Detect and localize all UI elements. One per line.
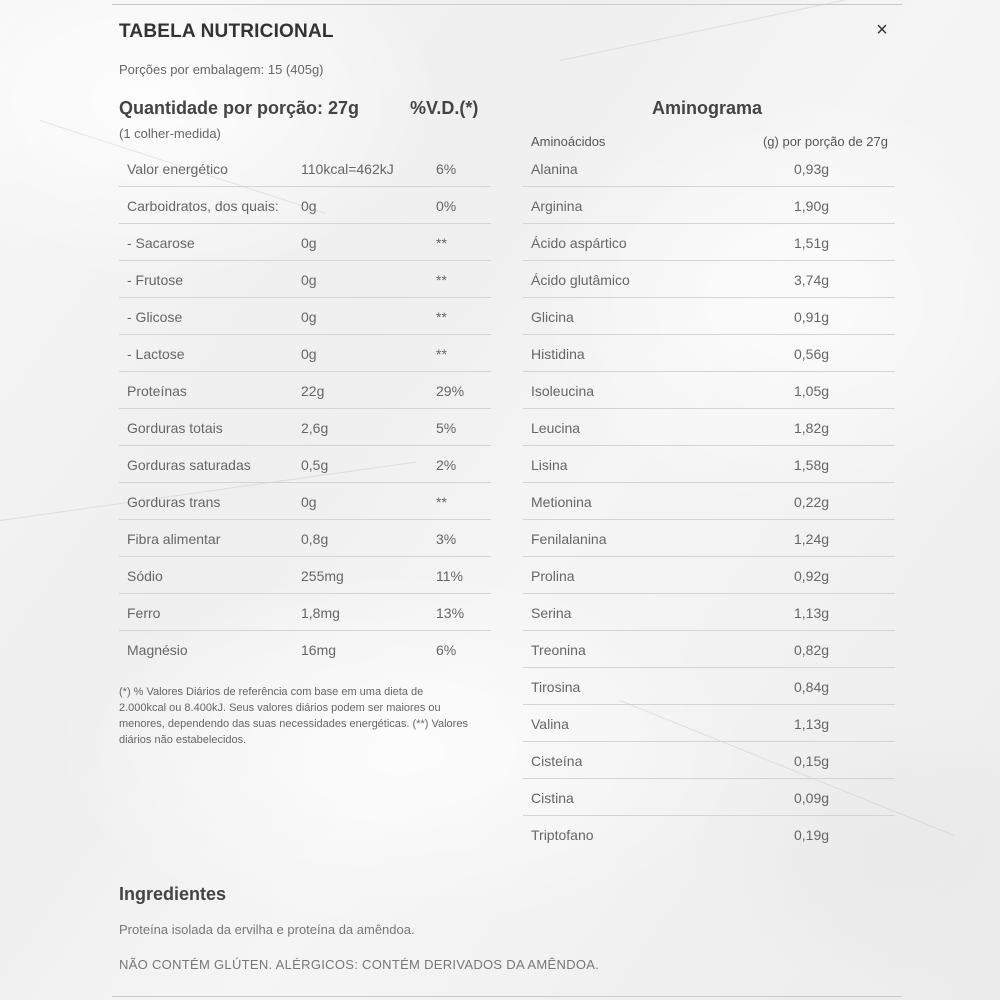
amino-amount: 0,09g (794, 790, 830, 806)
table-row (119, 409, 491, 446)
nutrient-vd: 0% (436, 198, 457, 214)
table-row (523, 779, 895, 816)
amino-name: Prolina (531, 568, 575, 584)
table-row (523, 520, 895, 557)
table-row (523, 446, 895, 483)
nutrient-amount: 0g (301, 198, 317, 214)
nutrient-amount: 0g (301, 346, 317, 362)
amino-name: Tirosina (531, 679, 581, 695)
table-row (523, 335, 895, 372)
amino-name: Arginina (531, 198, 583, 214)
bottom-divider (112, 996, 902, 997)
top-divider (112, 4, 902, 5)
amino-name: Cisteína (531, 753, 583, 769)
table-row (523, 261, 895, 298)
nutrient-amount: 255mg (301, 568, 344, 584)
table-row (523, 557, 895, 594)
table-row (119, 187, 491, 224)
modal-title: TABELA NUTRICIONAL (119, 21, 334, 42)
nutrient-name: Ferro (127, 605, 161, 621)
nutrient-amount: 0g (301, 309, 317, 325)
amino-amount: 0,15g (794, 753, 830, 769)
table-row (119, 298, 491, 335)
table-row (119, 594, 491, 631)
nutrient-name: Valor energético (127, 161, 228, 177)
amino-name: Lisina (531, 457, 568, 473)
nutrition-table (119, 150, 491, 667)
amino-name: Metionina (531, 494, 592, 510)
nutrient-amount: 22g (301, 383, 325, 399)
amino-amount: 1,58g (794, 457, 830, 473)
table-row (523, 298, 895, 335)
nutrient-vd: 3% (436, 531, 457, 547)
amino-name: Ácido aspártico (531, 235, 627, 251)
nutrient-name: Fibra alimentar (127, 531, 221, 547)
nutrient-name: Carboidratos, dos quais: (127, 198, 279, 214)
amino-amount: 0,82g (794, 642, 830, 658)
nutrient-vd: 11% (436, 568, 463, 584)
nutrient-amount: 0g (301, 494, 317, 510)
table-row (119, 557, 491, 594)
nutrient-amount: 0,5g (301, 457, 329, 473)
table-row (523, 224, 895, 261)
table-row (523, 483, 895, 520)
table-row (119, 150, 491, 187)
amino-amount: 1,51g (794, 235, 830, 251)
amino-name: Histidina (531, 346, 585, 362)
nutrient-name: Gorduras totais (127, 420, 223, 436)
table-row (523, 409, 895, 446)
amino-amount: 0,22g (794, 494, 830, 510)
amino-name: Triptofano (531, 827, 594, 843)
amino-amount: 0,91g (794, 309, 830, 325)
amino-name: Fenilalanina (531, 531, 607, 547)
portions-per-package: Porções por embalagem: 15 (405g) (119, 62, 324, 77)
table-row (119, 520, 491, 557)
daily-value-header: %V.D.(*) (410, 98, 479, 118)
nutrient-name: - Frutose (127, 272, 184, 288)
table-row (523, 631, 895, 668)
nutrient-vd: 6% (436, 161, 457, 177)
table-row (119, 631, 491, 667)
table-row (119, 261, 491, 298)
table-row (523, 705, 895, 742)
nutrient-name: Sódio (127, 568, 163, 584)
nutrient-vd: 29% (436, 383, 465, 399)
table-row (523, 594, 895, 631)
nutrient-name: - Glicose (127, 309, 183, 325)
nutrient-name: - Lactose (127, 346, 185, 362)
amino-name: Cistina (531, 790, 574, 806)
nutrient-amount: 0,8g (301, 531, 329, 547)
table-row (119, 224, 491, 261)
nutrient-vd: ** (436, 494, 447, 510)
amino-name: Leucina (531, 420, 581, 436)
table-row (119, 335, 491, 372)
nutrient-amount: 110kcal=462kJ (301, 161, 394, 177)
table-row (523, 187, 895, 224)
amino-amount: 1,05g (794, 383, 830, 399)
amino-amount: 0,84g (794, 679, 830, 695)
nutrient-vd: 6% (436, 642, 457, 658)
daily-value-footnote: (*) % Valores Diários de referência com base em uma dieta de 2.000kcal ou 8.400kJ. Seus valores diários podem ser maiores ou menores, dependendo das suas necessidades energéticas. (**) Valores diários não estabelecidos. (119, 686, 468, 746)
table-row (523, 816, 895, 852)
nutrient-name: Gorduras trans (127, 494, 221, 510)
amino-amount: 0,19g (794, 827, 830, 843)
ingredients-title: Ingredientes (119, 884, 227, 904)
close-icon[interactable]: × (876, 19, 888, 41)
amino-col-header-amount: (g) por porção de 27g (762, 134, 888, 149)
table-row (119, 483, 491, 520)
serving-size-subtitle: (1 colher-medida) (119, 126, 221, 141)
ingredients-text: Proteína isolada da ervilha e proteína da amêndoa. (119, 922, 415, 937)
nutrient-amount: 1,8mg (301, 605, 340, 621)
nutrient-vd: 13% (436, 605, 465, 621)
amino-amount: 0,92g (794, 568, 830, 584)
amino-amount: 1,90g (794, 198, 830, 214)
amino-amount: 0,93g (794, 161, 830, 177)
amino-name: Valina (531, 716, 569, 732)
amino-amount: 1,82g (794, 420, 830, 436)
table-row (119, 372, 491, 409)
table-row (523, 742, 895, 779)
nutrient-vd: ** (436, 272, 447, 288)
nutrient-vd: 5% (436, 420, 457, 436)
nutrient-amount: 0g (301, 272, 317, 288)
amino-amount: 1,24g (794, 531, 830, 547)
amino-name: Treonina (531, 642, 586, 658)
nutrient-name: Gorduras saturadas (127, 457, 251, 473)
amino-amount: 1,13g (794, 716, 830, 732)
nutrient-vd: ** (436, 235, 447, 251)
nutrient-name: Proteínas (127, 383, 187, 399)
serving-size-title: Quantidade por porção: 27g (119, 98, 360, 118)
nutrient-name: - Sacarose (127, 235, 195, 251)
amino-amount: 0,56g (794, 346, 830, 362)
amino-amount: 1,13g (794, 605, 830, 621)
amino-name: Alanina (531, 161, 578, 177)
amino-name: Serina (531, 605, 572, 621)
nutrient-vd: ** (436, 309, 447, 325)
table-row (119, 446, 491, 483)
nutrient-amount: 0g (301, 235, 317, 251)
amino-name: Ácido glutâmico (531, 272, 630, 288)
table-row (523, 372, 895, 409)
aminogram-table (523, 150, 895, 852)
nutrient-amount: 2,6g (301, 420, 329, 436)
aminogram-header (523, 132, 895, 152)
table-row (523, 150, 895, 187)
nutrient-name: Magnésio (127, 642, 188, 658)
aminogram-title: Aminograma (652, 98, 763, 118)
table-row (523, 668, 895, 705)
amino-name: Glicina (531, 309, 574, 325)
nutrient-vd: 2% (436, 457, 457, 473)
amino-amount: 3,74g (794, 272, 830, 288)
nutrient-vd: ** (436, 346, 447, 362)
allergen-warning: NÃO CONTÉM GLÚTEN. ALÉRGICOS: CONTÉM DERIVADOS DA AMÊNDOA. (119, 957, 600, 972)
amino-col-header-name: Aminoácidos (531, 134, 606, 149)
nutrient-amount: 16mg (301, 642, 337, 658)
amino-name: Isoleucina (531, 383, 595, 399)
